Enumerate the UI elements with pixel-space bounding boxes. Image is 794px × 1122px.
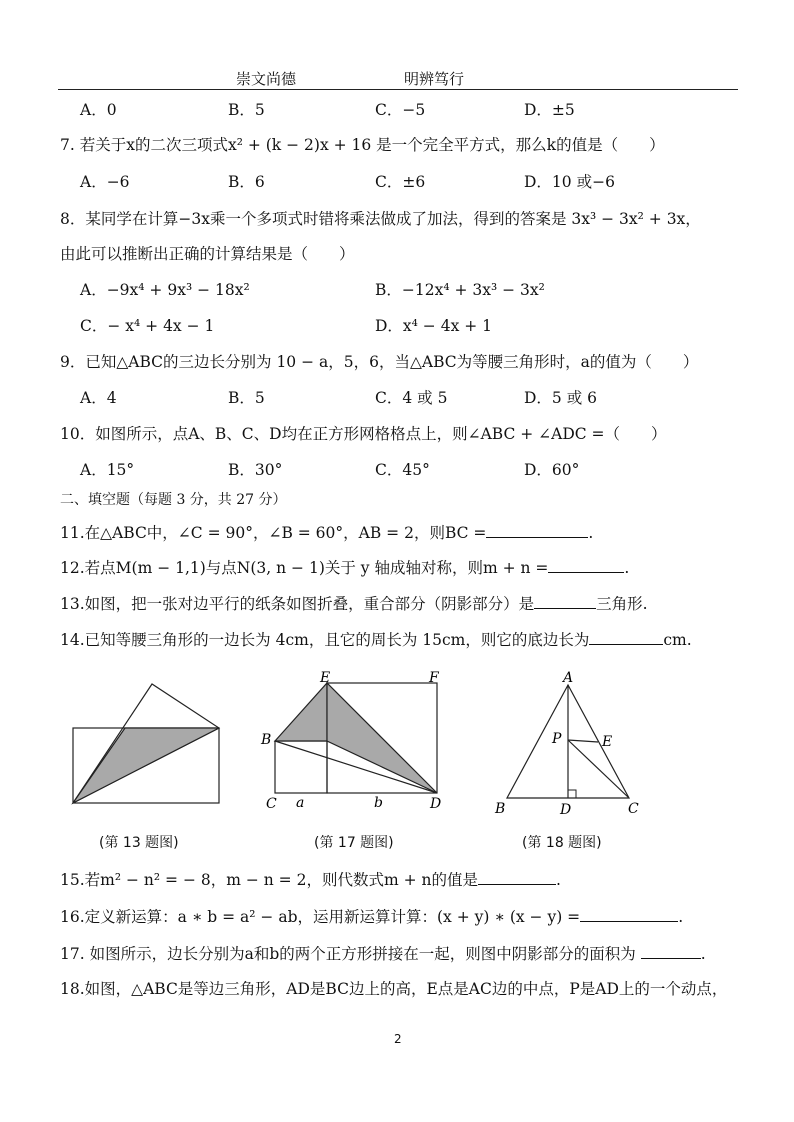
- fig18-label-b: B: [495, 801, 506, 817]
- fig18-label-e: E: [602, 734, 613, 750]
- q15-end: .: [555, 871, 561, 889]
- fig17-shaded-left: [275, 683, 327, 741]
- q12-end: .: [624, 559, 630, 577]
- fig18-label-d: D: [560, 802, 572, 818]
- q13-end: 三角形.: [596, 595, 648, 613]
- q7-option-a: A．−6: [80, 173, 130, 191]
- q14-end: cm.: [663, 631, 692, 649]
- header-right-motto: 明辨笃行: [404, 70, 465, 88]
- q15-text: 15.若m² − n² = − 8，m − n = 2，则代数式m + n的值是: [60, 871, 478, 889]
- q10-option-d: D．60°: [524, 461, 580, 479]
- q6-option-c: C．−5: [375, 101, 426, 119]
- fig17-label-f: F: [429, 670, 439, 686]
- q18-text: 18.如图，△ABC是等边三角形，AD是BC边上的高，E点是AC边的中点，P是AD上的一个动点，: [60, 980, 728, 998]
- q12-text: 12.若点M(m − 1,1)与点N(3, n − 1)关于 y 轴成轴对称，则m + n =: [60, 559, 549, 577]
- q9-text: 9．已知△ABC的三边长分别为 10 − a，5，6，当△ABC为等腰三角形时，a的值为（ ）: [60, 353, 699, 371]
- fig17-label-b-side: b: [374, 795, 383, 811]
- fig17-shaded-right: [327, 683, 437, 793]
- q6-option-d: D．±5: [524, 101, 575, 119]
- fig18-caption: (第 18 题图): [522, 835, 602, 851]
- fig17-label-d: D: [430, 796, 442, 812]
- q14: [60, 628, 692, 650]
- q15: [60, 868, 561, 890]
- q7-text: 7. 若关于x的二次三项式x² + (k − 2)x + 16 是一个完全平方式，那么k的值是（ ）: [60, 136, 665, 154]
- q14-answer-blank[interactable]: [589, 628, 663, 645]
- section-heading-fill-blank: 二、填空题（每题 3 分，共 27 分）: [60, 492, 287, 508]
- fig13-shaded-overlap: [73, 728, 219, 803]
- q8-option-b: B．−12x⁴ + 3x³ − 3x²: [375, 281, 545, 299]
- q16-text: 16.定义新运算：a ∗ b = a² − ab，运用新运算计算：(x + y) ∗ (x − y) =: [60, 908, 581, 926]
- page-number: 2: [394, 1032, 402, 1046]
- q17: [60, 942, 706, 964]
- q9-option-a: A．4: [80, 389, 117, 407]
- fig18-segment-pc: [568, 740, 629, 798]
- fig17-caption: (第 17 题图): [314, 835, 394, 851]
- q7-option-d: D．10 或−6: [524, 173, 615, 191]
- fig17-label-b: B: [261, 732, 272, 748]
- q10-option-b: B．30°: [228, 461, 283, 479]
- q8-text-line2: 由此可以推断出正确的计算结果是（ ）: [60, 245, 355, 263]
- fig17-label-e: E: [320, 670, 331, 686]
- q13: [60, 592, 648, 614]
- q16-answer-blank[interactable]: [580, 905, 678, 922]
- q9-option-d: D．5 或 6: [524, 389, 598, 407]
- q16: [60, 905, 683, 927]
- fig18-label-a: A: [563, 670, 574, 686]
- fig17-label-c: C: [266, 796, 277, 812]
- fig18-right-angle-mark: [568, 790, 576, 798]
- q16-end: .: [678, 908, 684, 926]
- figure-18-equilateral-triangle: [490, 668, 650, 820]
- q17-text: 17. 如图所示，边长分别为a和b的两个正方形拼接在一起，则图中阴影部分的面积为: [60, 945, 636, 963]
- header-rule: [58, 89, 738, 90]
- q15-answer-blank[interactable]: [478, 868, 556, 885]
- header-left-motto: 崇文尚德: [236, 70, 297, 88]
- q8-option-c: C．− x⁴ + 4x − 1: [80, 317, 215, 335]
- fig17-label-a: a: [296, 795, 305, 811]
- q6-option-a: A．0: [80, 101, 117, 119]
- fig18-label-p: P: [552, 731, 562, 747]
- q11-answer-blank[interactable]: [486, 521, 588, 538]
- figure-17-two-squares: [256, 668, 452, 814]
- q12: [60, 556, 629, 578]
- q11-text: 11.在△ABC中，∠C = 90°，∠B = 60°，AB = 2，则BC =: [60, 524, 487, 542]
- q7-option-b: B．6: [228, 173, 265, 191]
- q13-answer-blank[interactable]: [534, 592, 596, 609]
- q17-end: .: [700, 945, 706, 963]
- q10-option-a: A．15°: [80, 461, 135, 479]
- q6-option-b: B．5: [228, 101, 265, 119]
- q10-option-c: C．45°: [375, 461, 430, 479]
- q7-option-c: C．±6: [375, 173, 426, 191]
- fig18-label-c: C: [628, 801, 639, 817]
- q14-text: 14.已知等腰三角形的一边长为 4cm，且它的周长为 15cm，则它的底边长为: [60, 631, 590, 649]
- q8-text-line1: 8．某同学在计算−3x乘一个多项式时错将乘法做成了加法，得到的答案是 3x³ − 3x² + 3x，: [60, 210, 701, 228]
- q8-option-d: D．x⁴ − 4x + 1: [375, 317, 493, 335]
- fig18-segment-pe: [568, 740, 598, 742]
- q9-option-b: B．5: [228, 389, 265, 407]
- fig13-caption: (第 13 题图): [99, 835, 179, 851]
- q13-text: 13.如图，把一张对边平行的纸条如图折叠，重合部分（阴影部分）是: [60, 595, 535, 613]
- q17-answer-blank[interactable]: [641, 942, 701, 959]
- q11: [60, 521, 593, 543]
- q11-end: .: [588, 524, 594, 542]
- q8-option-a: A．−9x⁴ + 9x³ − 18x²: [80, 281, 250, 299]
- figure-13-folded-strip: [66, 676, 228, 812]
- q12-answer-blank[interactable]: [548, 556, 624, 573]
- q9-option-c: C．4 或 5: [375, 389, 448, 407]
- q10-text: 10．如图所示，点A、B、C、D均在正方形网格格点上，则∠ABC + ∠ADC =（ ）: [60, 425, 667, 443]
